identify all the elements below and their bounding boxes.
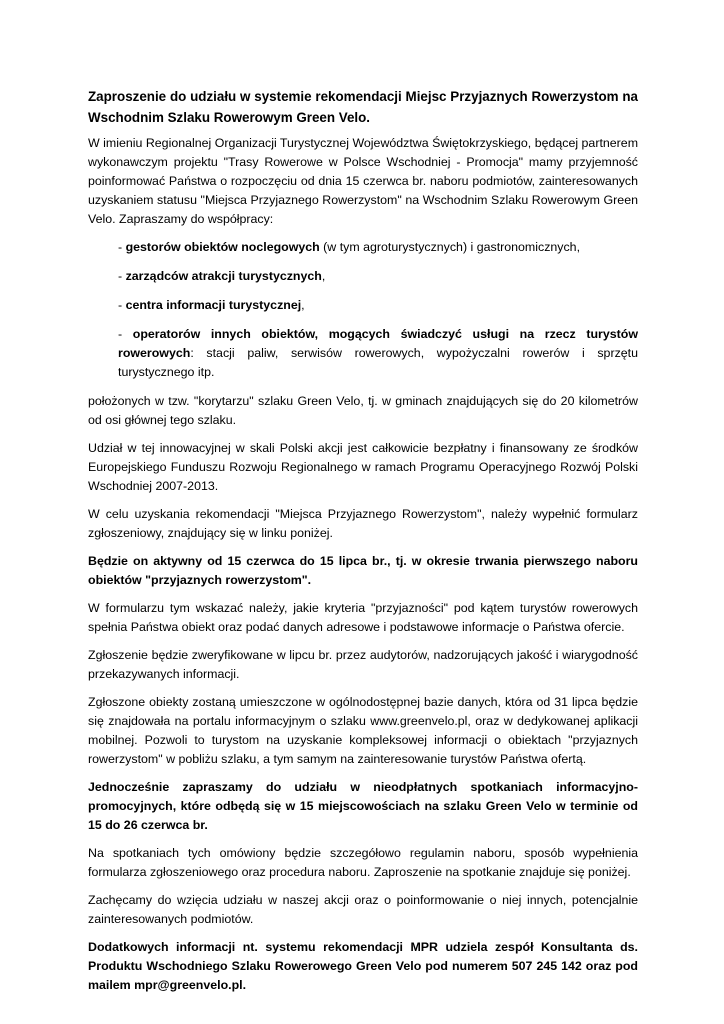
location-paragraph: położonych w tzw. "korytarzu" szlaku Green Velo, tj. w gminach znajdujących się do 20 kilometrów od osi głównej tego szlaku. xyxy=(88,394,638,427)
cooperation-list xyxy=(118,238,638,382)
document-title: Zaproszenie do udziału w systemie rekomendacji Miejsc Przyjaznych Rowerzystom na Wschodnim Szlaku Rowerowym Green Velo. xyxy=(88,89,638,125)
verification-paragraph: Zgłoszenie będzie zweryfikowane w lipcu br. przez audytorów, nadzorujących jakość i wiarygodność przekazywanych informacji. xyxy=(88,648,638,681)
list-item: - centra informacji turystycznej, xyxy=(118,298,305,312)
document-page xyxy=(88,86,638,1004)
intro-paragraph: W imieniu Regionalnej Organizacji Turystycznej Województwa Świętokrzyskiego, będącej partnerem wykonawczym projektu "Trasy Rowerowe w Polsce Wschodniej - Promocja" mamy przyjemność poinformować Państwa o rozpoczęciu od dnia 15 czerwca br. naboru podmiotów, zainteresowanych uzyskaniem statusu "Miejsca Przyjaznego Rowerzystom" na Wschodnim Szlaku Rowerowym Green Velo. Zapraszamy do współpracy: xyxy=(88,136,639,226)
meetings-paragraph: Jednocześnie zapraszamy do udziału w nieodpłatnych spotkaniach informacyjno-promocyjnych, które odbędą się w 15 miejscowościach na szlaku Green Velo w terminie od 15 do 26 czerwca br. xyxy=(88,780,638,832)
active-period-paragraph: Będzie on aktywny od 15 czerwca do 15 lipca br., tj. w okresie trwania pierwszego naboru obiektów "przyjaznych rowerzystom". xyxy=(88,554,638,587)
encourage-paragraph: Zachęcamy do wzięcia udziału w naszej akcji oraz o poinformowanie o niej innych, potencjalnie zainteresowanych podmiotów. xyxy=(88,893,638,926)
rules-paragraph: Na spotkaniach tych omówiony będzie szczegółowo regulamin naboru, sposób wypełnienia formularza zgłoszeniowego oraz procedura naboru. Zaproszenie na spotkanie znajduje się poniżej. xyxy=(88,846,638,879)
criteria-paragraph: W formularzu tym wskazać należy, jakie kryteria "przyjazności" pod kątem turystów rowerowych spełnia Państwa obiekt oraz podać danych adresowe i podstawowe informacje o Państwa ofercie. xyxy=(88,601,638,634)
list-item: - operatorów innych obiektów, mogących świadczyć usługi na rzecz turystów rowerowych: stacji paliw, serwisów rowerowych, wypożyczalni rowerów i sprzętu turystycznego itp. xyxy=(118,327,638,379)
list-item: - gestorów obiektów noclegowych (w tym agroturystycznych) i gastronomicznych, xyxy=(118,240,581,254)
list-item: - zarządców atrakcji turystycznych, xyxy=(118,269,326,283)
form-paragraph: W celu uzyskania rekomendacji "Miejsca Przyjaznego Rowerzystom", należy wypełnić formularz zgłoszeniowy, znajdujący się w linku poniżej. xyxy=(88,507,638,540)
contact-paragraph: Dodatkowych informacji nt. systemu rekomendacji MPR udziela zespół Konsultanta ds. Produktu Wschodniego Szlaku Rowerowego Green Velo pod numerem 507 245 142 oraz pod mailem mpr@greenvelo.pl. xyxy=(88,940,638,992)
database-paragraph: Zgłoszone obiekty zostaną umieszczone w ogólnodostępnej bazie danych, która od 31 lipca będzie się znajdowała na portalu informacyjnym o szlaku www.greenvelo.pl, oraz w dedykowanej aplikacji mobilnej. Pozwoli to turystom na uzyskanie kompleksowej informacji o obiektach "przyjaznych rowerzystom" w pobliżu szlaku, a tym samym na zainteresowanie turystów Państwa ofertą. xyxy=(88,695,638,766)
funding-paragraph: Udział w tej innowacyjnej w skali Polski akcji jest całkowicie bezpłatny i finansowany ze środków Europejskiego Funduszu Rozwoju Regionalnego w ramach Programu Operacyjnego Rozwój Polski Wschodniej 2007-2013. xyxy=(88,441,638,493)
